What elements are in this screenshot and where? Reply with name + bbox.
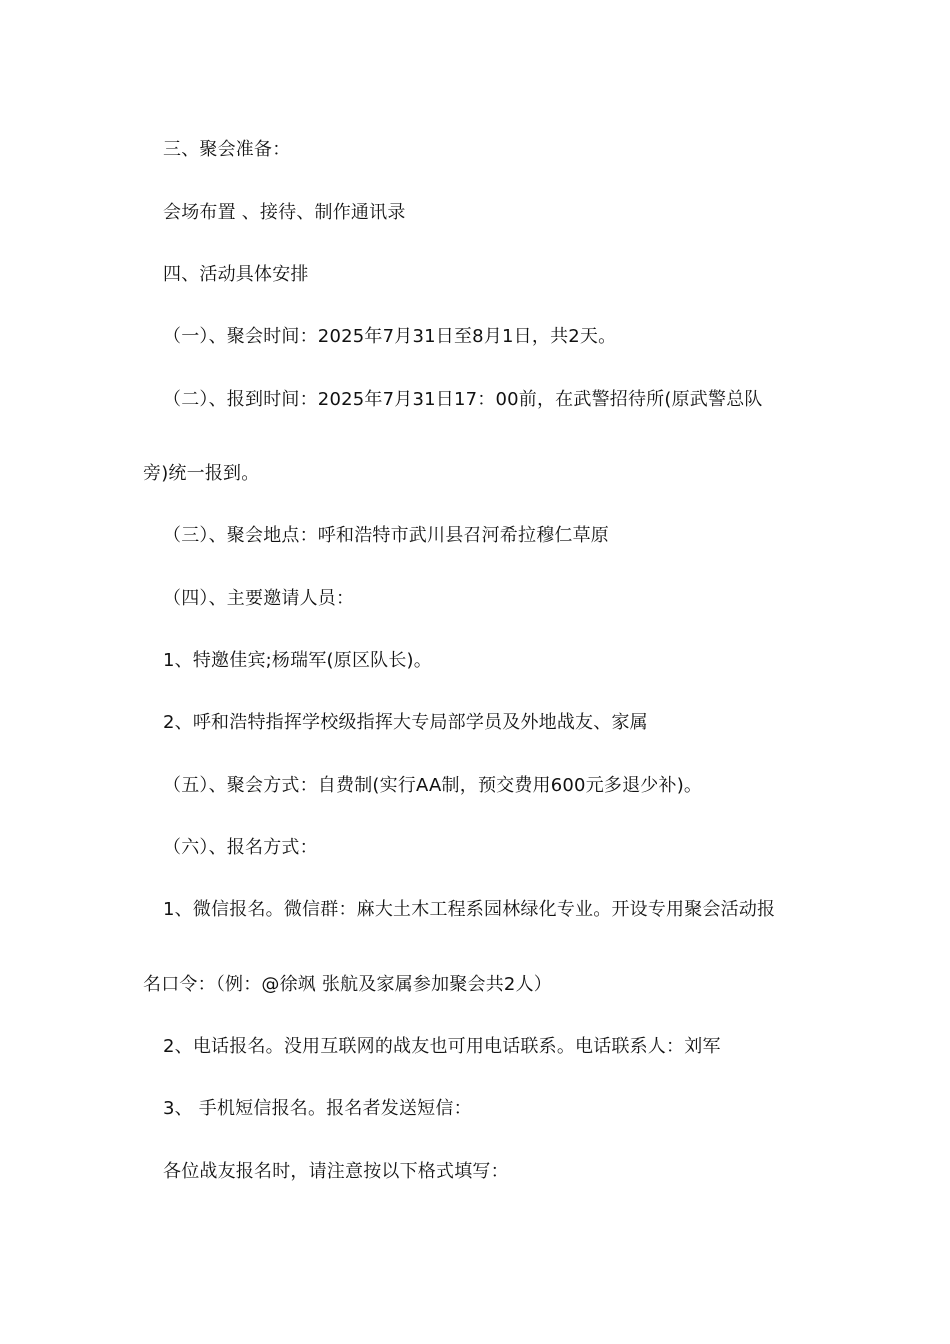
preparation-items: 会场布置 、接待、制作通讯录 [163, 202, 406, 223]
registration-sms: 3、 手机短信报名。报名者发送短信： [163, 1098, 472, 1119]
section-heading-preparation: 三、聚会准备： [163, 139, 291, 160]
check-in-time: （二）、报到时间：2025年7月31日17：00前，在武警招待所(原武警总队 [163, 389, 763, 410]
registration-wechat-continued: 名口令：（例：@徐飒 张航及家属参加聚会共2人） [143, 974, 552, 995]
invited-people-heading: （四）、主要邀请人员： [163, 588, 355, 609]
invited-item-2: 2、呼和浩特指挥学校级指挥大专局部学员及外地战友、家属 [163, 712, 648, 733]
gathering-time: （一）、聚会时间：2025年7月31日至8月1日，共2天。 [163, 326, 617, 347]
check-in-time-continued: 旁)统一报到。 [143, 463, 260, 484]
gathering-location: （三）、聚会地点：呼和浩特市武川县召河希拉穆仁草原 [163, 525, 609, 546]
section-heading-schedule: 四、活动具体安排 [163, 264, 309, 285]
registration-phone: 2、电话报名。没用互联网的战友也可用电话联系。电话联系人：刘军 [163, 1036, 721, 1057]
registration-heading: （六）、报名方式： [163, 837, 318, 858]
registration-format-note: 各位战友报名时，请注意按以下格式填写： [163, 1161, 509, 1182]
registration-wechat: 1、微信报名。微信群：麻大土木工程系园林绿化专业。开设专用聚会活动报 [163, 899, 776, 920]
invited-item-1: 1、特邀佳宾;杨瑞军(原区队长)。 [163, 650, 432, 671]
gathering-method: （五）、聚会方式：自费制(实行AA制，预交费用600元多退少补)。 [163, 775, 703, 796]
